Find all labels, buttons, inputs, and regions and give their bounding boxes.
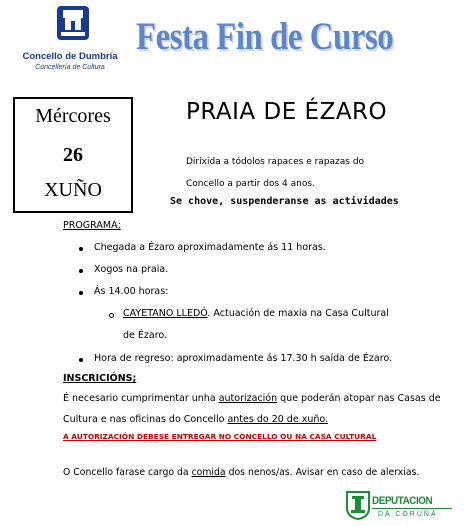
- program-subitem: [123, 308, 389, 319]
- performer-name: CAYETANO LLEDÓ: [123, 308, 208, 319]
- deputacion-subtitle: DA CORUÑA: [378, 511, 438, 518]
- meal-word: comida: [191, 467, 226, 478]
- program-item: Hora de regreso: aproximadamente ás 17.30 h saída de Ézaro.: [94, 353, 393, 364]
- intro-line-2: Concello a partir dos 4 anos.: [186, 179, 315, 189]
- program-item: Ás 14.00 horas:: [94, 286, 169, 297]
- program-subitem-cont: de Ézaro.: [123, 330, 168, 341]
- intro-line-1: Dirixida a tódolos rapaces e rapazas do: [186, 157, 365, 167]
- bullet-icon: [79, 269, 83, 273]
- page-title: Festa Fin de Curso: [136, 15, 394, 58]
- deputacion-emblem-icon: [344, 490, 372, 520]
- inscriptions-text: [63, 388, 443, 430]
- bullet-icon: [79, 291, 83, 295]
- food-text-1: O Concello farase cargo da: [63, 467, 192, 478]
- bullet-icon: [79, 358, 83, 362]
- circle-bullet-icon: [109, 313, 114, 318]
- program-item: Xogos na praia.: [94, 264, 169, 275]
- inscriptions-title: INSCRICIÓNS;: [63, 373, 137, 384]
- concello-emblem-icon: [55, 4, 91, 42]
- deputacion-name: DEPUTACION: [372, 495, 433, 507]
- date-day: 26: [63, 144, 83, 166]
- event-place: PRAIA DE ÉZARO: [186, 99, 388, 125]
- rain-note: Se chove, suspenderanse as actividades: [170, 196, 399, 207]
- program-title: PROGRAMA;: [63, 220, 121, 231]
- deadline-text: antes do 20 de xuño.: [227, 414, 329, 425]
- date-weekday: Mércores: [35, 105, 111, 127]
- program-item: Chegada a Ézaro aproximadamente ás 11 horas.: [94, 242, 326, 253]
- inscriptions-text-2: que poderán atopar nas Casas de Cultura e nas oficinas do Concello: [63, 393, 441, 425]
- bullet-icon: [79, 247, 83, 251]
- intro-text: [186, 151, 426, 195]
- concello-subtitle: Concellería de Cultura: [35, 64, 105, 71]
- date-month: XUÑO: [44, 179, 102, 201]
- delivery-note: A AUTORIZACIÓN DEBESE ENTREGAR NO CONCELLO OU NA CASA CULTURAL: [63, 432, 377, 441]
- inscriptions-text-1: É necesario cumprimentar unha: [63, 393, 219, 404]
- food-note: [63, 467, 419, 478]
- authorization-word: autorización: [218, 393, 278, 404]
- deputacion-divider: [372, 508, 452, 509]
- food-text-2: dos nenos/as. Avisar en caso de alerxias.: [225, 467, 420, 478]
- concello-name: Concello de Dumbría: [22, 51, 118, 62]
- performer-text: . Actuación de maxia na Casa Cultural: [207, 308, 389, 319]
- date-box: [13, 97, 133, 213]
